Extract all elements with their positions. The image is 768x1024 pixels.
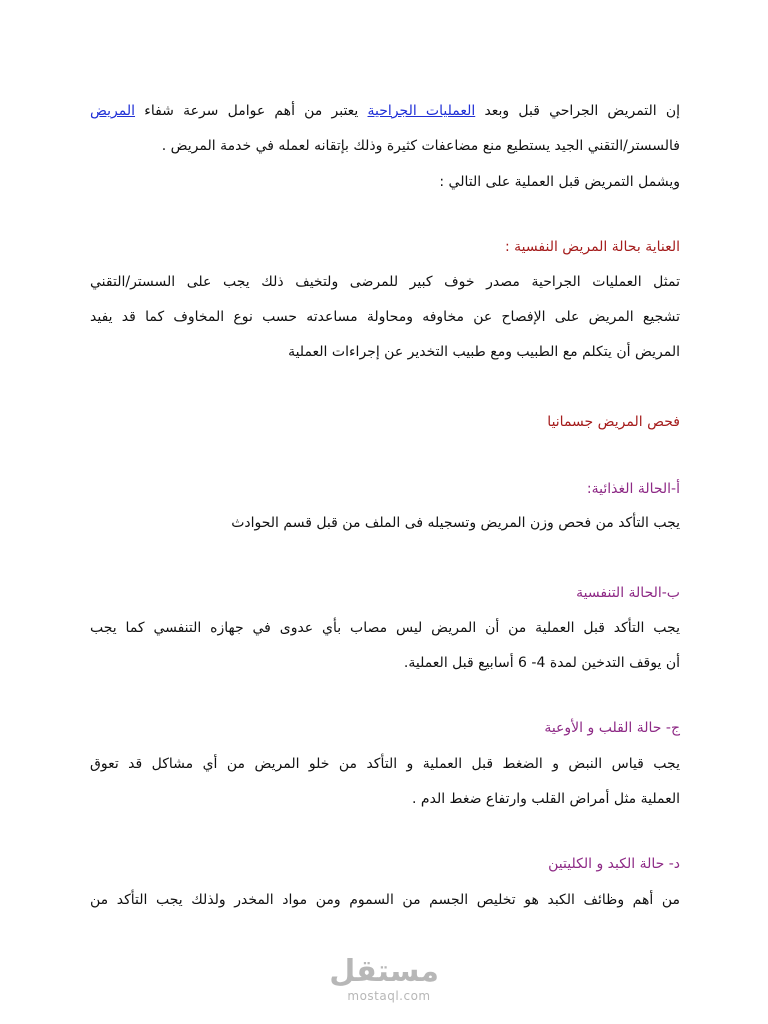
liver-heading: د- حالة الكبد و الكليتين	[548, 856, 680, 872]
physical-heading: فحص المريض جسمانيا	[547, 414, 680, 430]
intro-line-1	[90, 100, 680, 122]
cardio-line-2: العملية مثل أمراض القلب وارتفاع ضغط الدم .	[412, 791, 680, 807]
intro-text-a: إن التمريض الجراحي قبل وبعد	[484, 103, 681, 119]
watermark-latin: mostaql.com	[347, 989, 431, 1003]
intro-text-b: يعتبر من أهم عوامل سرعة شفاء	[144, 103, 359, 119]
respiratory-heading: ب-الحالة التنفسية	[576, 585, 680, 601]
psych-heading: العناية بحالة المريض النفسية :	[505, 239, 680, 255]
nutrition-line-1: يجب التأكد من فحص وزن المريض وتسجيله فى الملف من قبل قسم الحوادث	[231, 515, 680, 531]
patient-link[interactable]: المريض	[90, 103, 136, 119]
nutrition-heading: أ-الحالة الغذائية:	[586, 481, 680, 497]
surgical-operations-link[interactable]: العمليات الجراحية	[367, 103, 476, 119]
watermark-arabic: مستقل	[329, 954, 439, 989]
intro-line-3: ويشمل التمريض قبل العملية على التالي :	[439, 174, 680, 190]
respiratory-line-2: أن يوقف التدخين لمدة 4- 6 أسابيع قبل العملية.	[403, 655, 680, 671]
cardio-heading: ج- حالة القلب و الأوعية	[544, 720, 680, 736]
cardio-line-1: يجب قياس النبض و الضغط قبل العملية و التأكد من خلو المريض من أي مشاكل قد تعوق	[90, 756, 680, 772]
psych-line-2: تشجيع المريض على الإفصاح عن مخاوفه ومحاولة مساعدته حسب نوع المخاوف كما قد يفيد	[90, 309, 680, 325]
psych-line-1: تمثل العمليات الجراحية مصدر خوف كبير للمرضى ولتخيف ذلك يجب على السستر/التقني	[90, 274, 680, 290]
respiratory-line-1: يجب التأكد قبل العملية من أن المريض ليس مصاب بأي عدوى في جهازه التنفسي كما يجب	[90, 620, 680, 636]
mostaql-watermark	[329, 954, 439, 1003]
intro-line-2: فالسستر/التقني الجيد يستطيع منع مضاعفات كثيرة وذلك بإتقانه لعمله في خدمة المريض .	[161, 138, 680, 154]
liver-line-1: من أهم وظائف الكبد هو تخليص الجسم من السموم ومن مواد المخدر ولذلك يجب التأكد من	[90, 892, 680, 908]
psych-line-3: المريض أن يتكلم مع الطبيب ومع طبيب التخدير عن إجراءات العملية	[288, 344, 680, 360]
